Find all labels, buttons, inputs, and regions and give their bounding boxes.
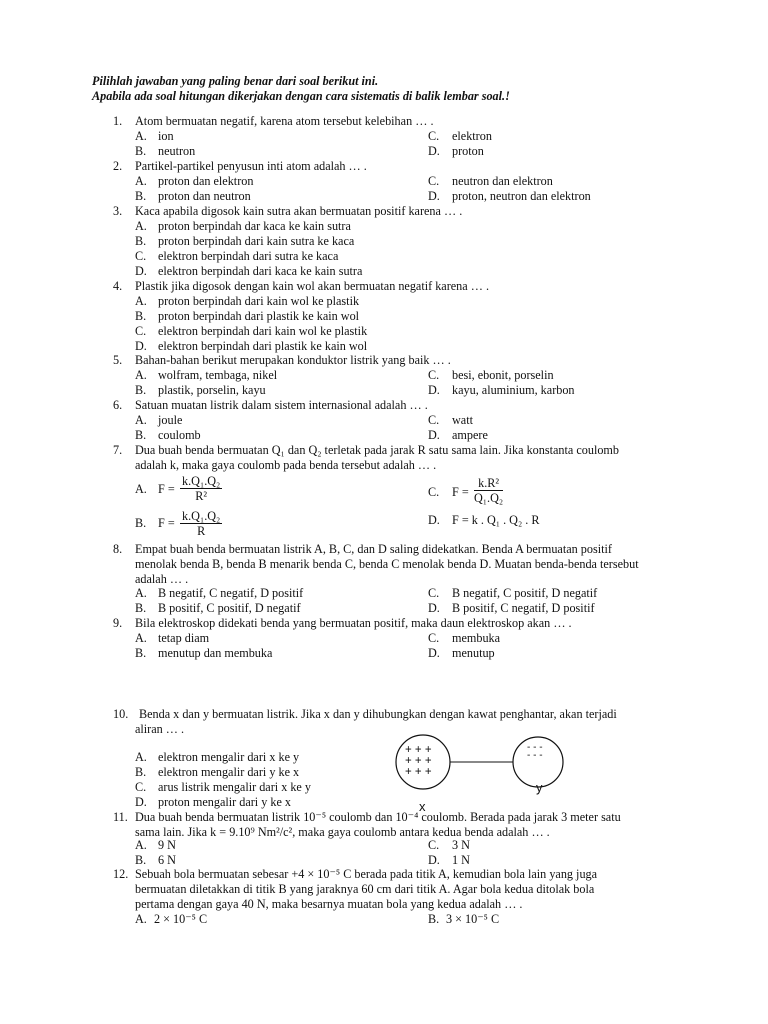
option-label: A.: [135, 174, 147, 188]
option-label: C.: [428, 586, 440, 600]
fraction-denominator: R: [197, 524, 206, 538]
option-label: B.: [135, 428, 147, 442]
option-label: B.: [428, 912, 440, 926]
fraction-numerator: k.R²: [474, 476, 503, 491]
option-text: menutup dan membuka: [158, 646, 273, 660]
option-text: coulomb: [158, 428, 201, 442]
option-label: D.: [428, 853, 440, 867]
question-number: 4.: [113, 279, 123, 293]
option-label: B.: [135, 646, 147, 660]
sphere-y-label: y: [536, 780, 543, 795]
fraction: [474, 476, 503, 505]
option-text: plastik, porselin, kayu: [158, 383, 266, 397]
option-label: C.: [428, 485, 440, 499]
option-label: C.: [428, 174, 440, 188]
option-label: A.: [135, 219, 147, 233]
option-label: B.: [135, 383, 147, 397]
option-label: B.: [135, 853, 147, 867]
option-label: A.: [135, 586, 147, 600]
option-label: A.: [135, 750, 147, 764]
question-text-line-1: Benda x dan y bermuatan listrik. Jika x dan y dihubungkan dengan kawat penghantar, akan terjadi: [139, 707, 617, 721]
question-number: 3.: [113, 204, 123, 218]
option-text: proton berpindah dar kaca ke kain sutra: [158, 219, 351, 233]
option-label: C.: [428, 631, 440, 645]
question-text-line-2: aliran … .: [135, 722, 185, 736]
question-text-line-2: bermuatan diletakkan di titik B yang jaraknya 60 cm dari titik A. Agar bola kedua ditolak bola: [135, 882, 595, 896]
question-text-line-1: Sebuah bola bermuatan sebesar +4 × 10⁻⁵ C berada pada titik A, kemudian bola lain yang juga: [135, 867, 598, 881]
option-label: A.: [135, 912, 147, 926]
question-number: 11.: [113, 810, 128, 824]
option-text: 6 N: [158, 853, 176, 867]
option-label: D.: [428, 428, 440, 442]
option-text: F = k . Q₁ . Q₂ . R: [452, 513, 540, 527]
option-label: A.: [135, 368, 147, 382]
option-text: B positif, C negatif, D positif: [452, 601, 595, 615]
fraction-numerator: k.Q₁.Q₂: [182, 509, 221, 523]
question-text-line-2: menolak benda B, benda B menarik benda C, benda C menolak benda D. Muatan benda-benda tersebut: [135, 557, 639, 571]
option-text: elektron mengalir dari y ke x: [158, 765, 300, 779]
formula-lhs: F =: [158, 516, 175, 530]
option-label: D.: [135, 339, 147, 353]
instructions-line-2: Apabila ada soal hitungan dikerjakan dengan cara sistematis di balik lembar soal.!: [92, 89, 510, 103]
option-text: neutron dan elektron: [452, 174, 553, 188]
question-number: 1.: [113, 114, 123, 128]
option-text: tetap diam: [158, 631, 210, 645]
option-text: membuka: [452, 631, 501, 645]
sphere-x-charges-row-2: + + +: [405, 755, 432, 767]
option-text: 3 N: [452, 838, 470, 852]
option-label: C.: [135, 249, 147, 263]
option-label: D.: [428, 144, 440, 158]
question-number: 10.: [113, 707, 129, 721]
question-number: 7.: [113, 443, 123, 457]
option-text: B positif, C positif, D negatif: [158, 601, 301, 615]
question-text-line-3: pertama dengan gaya 40 N, maka besarnya muatan bola yang kedua adalah … .: [135, 897, 523, 911]
option-label: D.: [135, 795, 147, 809]
fraction: [180, 509, 222, 538]
option-label: D.: [428, 513, 440, 527]
option-label: B.: [135, 601, 147, 615]
option-text: 3 × 10⁻⁵ C: [446, 912, 500, 926]
question-text: Bahan-bahan berikut merupakan konduktor listrik yang baik … .: [135, 353, 451, 367]
option-text: joule: [158, 413, 183, 427]
option-text: wolfram, tembaga, nikel: [158, 368, 278, 382]
option-text: proton dan neutron: [158, 189, 251, 203]
option-label: A.: [135, 631, 147, 645]
option-text: 9 N: [158, 838, 176, 852]
option-text: proton: [452, 144, 484, 158]
option-label: B.: [135, 189, 147, 203]
option-text: 2 × 10⁻⁵ C: [154, 912, 208, 926]
option-label: C.: [428, 368, 440, 382]
question-number: 8.: [113, 542, 123, 556]
formula-lhs: F =: [452, 485, 469, 499]
option-label: A.: [135, 129, 147, 143]
sphere-x-label: x: [419, 799, 426, 814]
question-text: Atom bermuatan negatif, karena atom tersebut kelebihan … .: [135, 114, 434, 128]
option-text: proton berpindah dari kain wol ke plastik: [158, 294, 360, 308]
option-text: B negatif, C positif, D negatif: [452, 586, 598, 600]
sphere-x-charges-row-3: + + +: [405, 766, 432, 778]
question-text: Bila elektroskop didekati benda yang bermuatan positif, maka daun elektroskop akan … .: [135, 616, 572, 630]
option-text: ampere: [452, 428, 488, 442]
option-text: elektron berpindah dari kaca ke kain sutra: [158, 264, 363, 278]
question-number: 5.: [113, 353, 123, 367]
fraction-denominator: Q₁.Q₂: [474, 491, 504, 505]
fraction: [180, 474, 222, 503]
sphere-y-charges-row-2: - - -: [527, 750, 543, 761]
option-text: besi, ebonit, porselin: [452, 368, 554, 382]
option-label: D.: [428, 601, 440, 615]
option-text: elektron berpindah dari sutra ke kaca: [158, 249, 339, 263]
option-text: 1 N: [452, 853, 470, 867]
question-number: 2.: [113, 159, 123, 173]
formula-lhs: F =: [158, 482, 175, 496]
option-label: C.: [428, 129, 440, 143]
option-label: A.: [135, 838, 147, 852]
question-text: Plastik jika digosok dengan kain wol akan bermuatan negatif karena … .: [135, 279, 490, 293]
option-text: kayu, aluminium, karbon: [452, 383, 575, 397]
question-text-line-2: adalah k, maka gaya coulomb pada benda tersebut adalah … .: [135, 458, 437, 472]
option-text: ion: [158, 129, 174, 143]
option-text: proton berpindah dari kain sutra ke kaca: [158, 234, 355, 248]
option-label: B.: [135, 144, 147, 158]
option-label: A.: [135, 294, 147, 308]
option-label: D.: [428, 383, 440, 397]
fraction-denominator: R²: [195, 489, 208, 503]
option-label: B.: [135, 309, 147, 323]
option-label: B.: [135, 516, 147, 530]
option-label: C.: [135, 324, 147, 338]
fraction-numerator: k.Q₁.Q₂: [182, 474, 221, 488]
option-text: elektron berpindah dari kain wol ke plastik: [158, 324, 368, 338]
question-number: 9.: [113, 616, 123, 630]
option-text: elektron: [452, 129, 492, 143]
option-label: D.: [428, 646, 440, 660]
question-text: Satuan muatan listrik dalam sistem internasional adalah … .: [135, 398, 428, 412]
option-text: B negatif, C negatif, D positif: [158, 586, 304, 600]
sphere-x-charges-row-1: + + +: [405, 744, 432, 756]
question-text-line-1: Empat buah benda bermuatan listrik A, B, C, dan D saling didekatkan. Benda A bermuatan positif: [135, 542, 612, 556]
question-text-line-1: Dua buah benda bermuatan listrik 10⁻⁵ coulomb dan 10⁻⁴ coulomb. Berada pada jarak 3 meter satu: [135, 810, 621, 824]
option-label: B.: [135, 234, 147, 248]
option-label: C.: [428, 413, 440, 427]
instructions-line-1: Pilihlah jawaban yang paling benar dari soal berikut ini.: [92, 74, 379, 88]
question-text: Partikel-partikel penyusun inti atom adalah … .: [135, 159, 367, 173]
option-text: elektron mengalir dari x ke y: [158, 750, 300, 764]
option-text: proton, neutron dan elektron: [452, 189, 591, 203]
option-text: elektron berpindah dari plastik ke kain wol: [158, 339, 368, 353]
question-text-line-2: sama lain. Jika k = 9.10⁹ Nm²/c², maka gaya coulomb antara kedua benda adalah … .: [135, 825, 550, 839]
option-text: arus listrik mengalir dari x ke y: [158, 780, 311, 794]
option-text: proton dan elektron: [158, 174, 254, 188]
option-label: D.: [428, 189, 440, 203]
option-label: D.: [135, 264, 147, 278]
question-text-line-1: Dua buah benda bermuatan Q₁ dan Q₂ terletak pada jarak R satu sama lain. Jika konstanta coulomb: [135, 443, 619, 457]
option-label: B.: [135, 765, 147, 779]
option-text: neutron: [158, 144, 196, 158]
option-text: watt: [452, 413, 473, 427]
option-text: menutup: [452, 646, 495, 660]
option-text: proton berpindah dari plastik ke kain wol: [158, 309, 360, 323]
question-number: 6.: [113, 398, 123, 412]
question-number: 12.: [113, 867, 129, 881]
option-text: proton mengalir dari y ke x: [158, 795, 292, 809]
option-label: C.: [428, 838, 440, 852]
option-label: A.: [135, 482, 147, 496]
option-label: A.: [135, 413, 147, 427]
question-text-line-3: adalah … .: [135, 572, 189, 586]
question-text: Kaca apabila digosok kain sutra akan bermuatan positif karena … .: [135, 204, 463, 218]
sphere-y-charges-row-1: - - -: [527, 742, 543, 753]
option-label: C.: [135, 780, 147, 794]
